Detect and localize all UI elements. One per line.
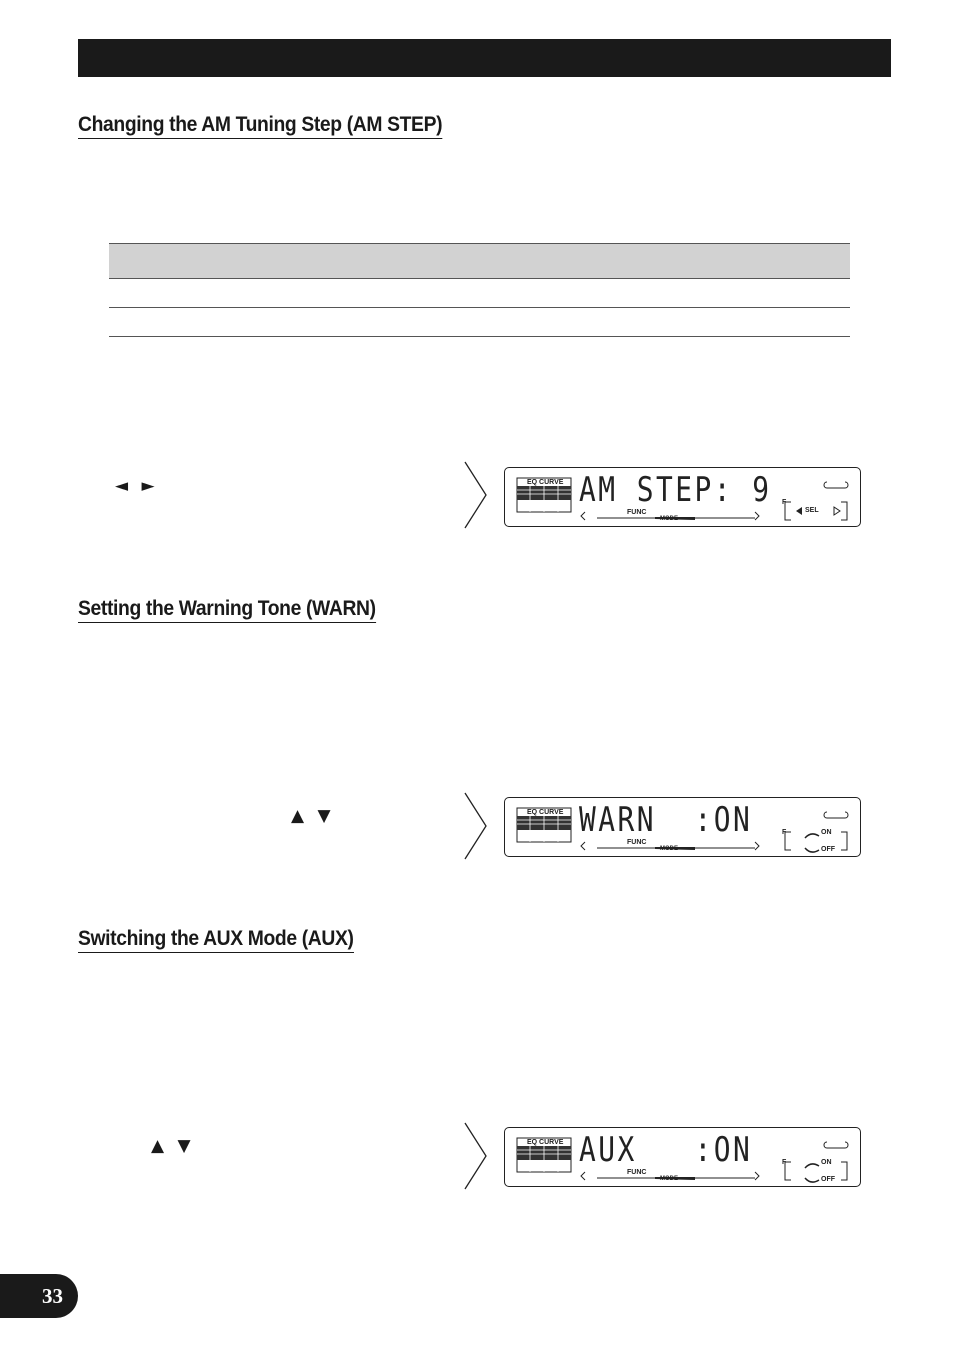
chevron-right-icon (464, 461, 488, 529)
on-label: ON (821, 1159, 832, 1166)
lcd-main-text: AM STEP: 9 (579, 470, 772, 510)
lcd-main-text: WARN :ON (579, 800, 753, 840)
lcd-main-text: AUX :ON (579, 1130, 753, 1170)
section-title-am-step: Changing the AM Tuning Step (AM STEP) (78, 113, 442, 139)
header-bar (78, 39, 891, 77)
f-label: F (782, 499, 787, 506)
f-label: F (782, 829, 787, 836)
lcd-display-warn (504, 797, 861, 857)
func-label: FUNC (627, 1169, 647, 1176)
up-down-arrow-icons: ▲ ▼ (291, 806, 335, 826)
off-label: OFF (821, 846, 835, 853)
f-label: F (782, 1159, 787, 1166)
chevron-right-icon (464, 792, 488, 860)
up-down-arrow-icons: ▲ ▼ (151, 1136, 195, 1156)
page-number-tab (0, 1274, 78, 1318)
func-label: FUNC (627, 839, 647, 846)
section-title-warn: Setting the Warning Tone (WARN) (78, 597, 376, 623)
section-title-aux: Switching the AUX Mode (AUX) (78, 927, 354, 953)
func-label: FUNC (627, 509, 647, 516)
chevron-right-icon (464, 1122, 488, 1190)
lcd-display-aux (504, 1127, 861, 1187)
table-row (109, 308, 850, 337)
sel-label: SEL (805, 507, 819, 514)
eq-curve-label: EQ CURVE (527, 1139, 564, 1146)
mode-label: MODE (660, 846, 678, 852)
left-right-arrow-icons: ◄ ► (115, 476, 159, 496)
on-label: ON (821, 829, 832, 836)
eq-curve-label: EQ CURVE (527, 809, 564, 816)
table-header-row (109, 243, 850, 279)
table-row (109, 279, 850, 308)
eq-curve-label: EQ CURVE (527, 479, 564, 486)
am-step-table (109, 243, 850, 337)
off-label: OFF (821, 1176, 835, 1183)
lcd-display-am-step (504, 467, 861, 527)
mode-label: MODE (660, 516, 678, 522)
page-number: 33 (42, 1284, 63, 1308)
mode-label: MODE (660, 1176, 678, 1182)
